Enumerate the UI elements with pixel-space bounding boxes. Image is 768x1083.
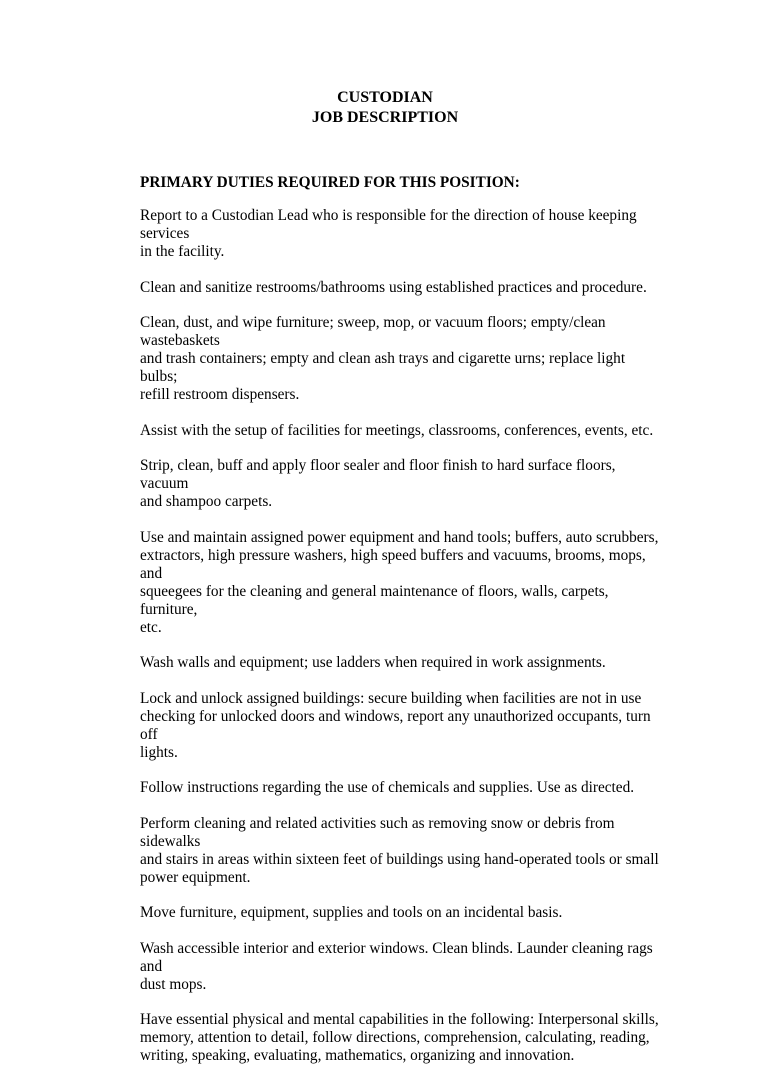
duty-paragraph: Perform cleaning and related activities such as removing snow or debris from sidewalks and stairs in areas within sixteen feet of buildings using hand-operated tools or small power equipment. [140, 814, 659, 886]
duty-paragraph: Use and maintain assigned power equipment and hand tools; buffers, auto scrubbers, extractors, high pressure washers, high speed buffers and vacuums, brooms, mops, and squeegees for the cleaning and general maintenance of floors, walls, carpets, furniture, etc. [140, 528, 659, 636]
duty-paragraph: Report to a Custodian Lead who is responsible for the direction of house keeping services in the facility. [140, 207, 637, 260]
duty-paragraph: Move furniture, equipment, supplies and tools on an incidental basis. [140, 904, 563, 921]
duty-paragraph: Have essential physical and mental capabilities in the following: Interpersonal skills, memory, attention to detail, follow directions, comprehension, calculating, reading, writing, speaking, evaluating, mathematics, organizing and innovation. [140, 1011, 659, 1064]
duty-paragraph: Strip, clean, buff and apply floor sealer and floor finish to hard surface floors, vacuum and shampoo carpets. [140, 457, 616, 510]
duty-paragraph: Wash accessible interior and exterior windows. Clean blinds. Launder cleaning rags and dust mops. [140, 939, 653, 993]
document-title [140, 88, 630, 128]
duties-list [140, 207, 660, 1083]
duty-paragraph: Follow instructions regarding the use of chemicals and supplies. Use as directed. [140, 779, 635, 796]
title-line-2: JOB DESCRIPTION [311, 109, 459, 126]
duty-paragraph: Assist with the setup of facilities for meetings, classrooms, conferences, events, etc. [140, 421, 654, 439]
duty-paragraph: Lock and unlock assigned buildings: secure building when facilities are not in use checking for unlocked doors and windows, report any unauthorized occupants, turn off lights. [140, 689, 651, 761]
duty-paragraph: Wash walls and equipment; use ladders when required in work assignments. [140, 654, 606, 671]
section-heading: PRIMARY DUTIES REQUIRED FOR THIS POSITION: [140, 174, 520, 191]
duty-paragraph: Clean, dust, and wipe furniture; sweep, mop, or vacuum floors; empty/clean wastebaskets and trash containers; empty and clean ash trays and cigarette urns; replace light bulbs; refill restroom dispensers. [140, 314, 626, 403]
title-line-1: CUSTODIAN [337, 89, 433, 106]
duty-paragraph: Clean and sanitize restrooms/bathrooms using established practices and procedure. [140, 278, 647, 296]
